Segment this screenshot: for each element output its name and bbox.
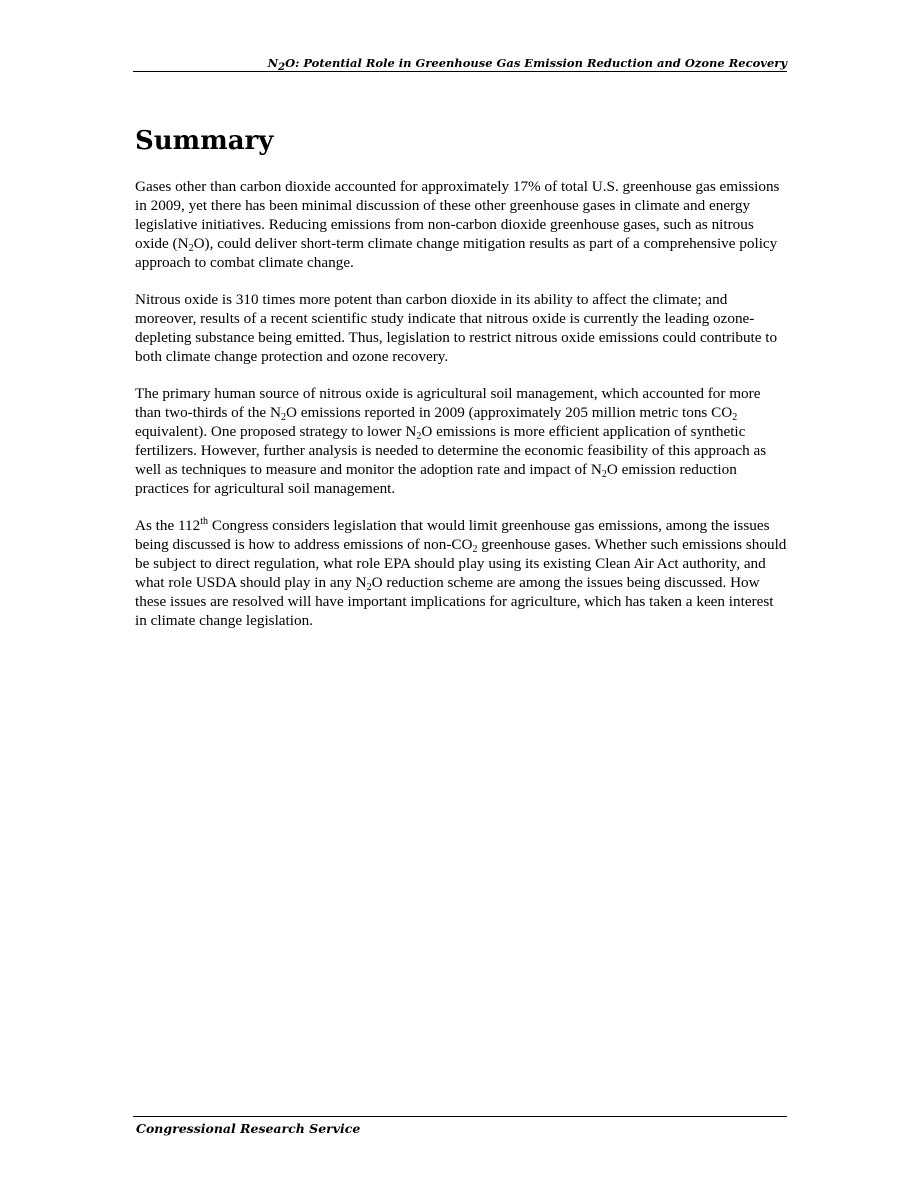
paragraph-1-text-1: Gases other than carbon dioxide accounted for approximately 17% of total U.S. greenhouse gas emissions in 2009, yet there has been minimal discussion of these other greenhouse gases in climate and energy legislative initiatives. Reducing emissions from non-carbon dioxide greenhouse gases, such as nitrous oxide (N bbox=[135, 178, 780, 252]
subscript: 2 bbox=[416, 431, 422, 442]
running-footer bbox=[133, 1116, 787, 1137]
subscript: 2 bbox=[280, 412, 286, 423]
paragraph-3-text-1: The primary human source of nitrous oxide is agricultural soil management, which accounted for more than two-thirds of the N bbox=[135, 385, 761, 421]
header-subscript: 2 bbox=[278, 62, 286, 73]
header-title-text: : Potential Role in Greenhouse Gas Emission Reduction and Ozone Recovery bbox=[295, 56, 787, 70]
paragraph-4-text-3: greenhouse gases. Whether such emissions should be subject to direct regulation, what role EPA should play using its existing Clean Air Act authority, and what role USDA should play in any N bbox=[135, 536, 787, 591]
subscript: 2 bbox=[188, 243, 194, 254]
footer-text: Congressional Research Service bbox=[136, 1121, 361, 1136]
paragraph-1-text-2: O), could deliver short-term climate change mitigation results as part of a comprehensive policy approach to combat climate change. bbox=[135, 235, 778, 271]
paragraph-2-text-1: Nitrous oxide is 310 times more potent than carbon dioxide in its ability to affect the climate; and moreover, results of a recent scientific study indicate that nitrous oxide is currently the leading ozone-depleting substance being emitted. Thus, legislation to restrict nitrous oxide emissions could contribute to both climate change protection and ozone recovery. bbox=[135, 291, 778, 365]
subscript: 2 bbox=[732, 412, 738, 423]
paragraph-3-text-3: equivalent). One proposed strategy to lower N bbox=[135, 423, 417, 440]
paragraph-3 bbox=[135, 384, 787, 498]
subscript: 2 bbox=[472, 544, 478, 555]
paragraph-3-text-5: O emission reduction practices for agricultural soil management. bbox=[135, 461, 737, 497]
page-title: Summary bbox=[135, 126, 274, 156]
superscript: th bbox=[200, 516, 209, 527]
paragraph-4-text-1: As the 112 bbox=[135, 517, 201, 534]
paragraph-4-text-2: Congress considers legislation that would limit greenhouse gas emissions, among the issues being discussed is how to address emissions of non-CO bbox=[135, 517, 770, 553]
paragraph-3-text-2: O emissions reported in 2009 (approximately 205 million metric tons CO bbox=[285, 404, 733, 421]
subscript: 2 bbox=[601, 469, 607, 480]
running-header bbox=[133, 56, 787, 72]
summary-body bbox=[135, 177, 787, 648]
paragraph-3-text-4: O emissions is more efficient application of synthetic fertilizers. However, further analysis is needed to determine the economic feasibility of this approach as well as techniques to measure and monitor the adoption rate and impact of N bbox=[135, 423, 767, 478]
subscript: 2 bbox=[366, 582, 372, 593]
paragraph-2 bbox=[135, 290, 787, 366]
paragraph-4-text-4: O reduction scheme are among the issues being discussed. How these issues are resolved will have important implications for agriculture, which has taken a keen interest in climate change legislation. bbox=[135, 574, 774, 629]
header-o: O bbox=[285, 56, 296, 70]
paragraph-1 bbox=[135, 177, 787, 272]
paragraph-4 bbox=[135, 516, 787, 630]
header-n: N bbox=[267, 56, 279, 70]
